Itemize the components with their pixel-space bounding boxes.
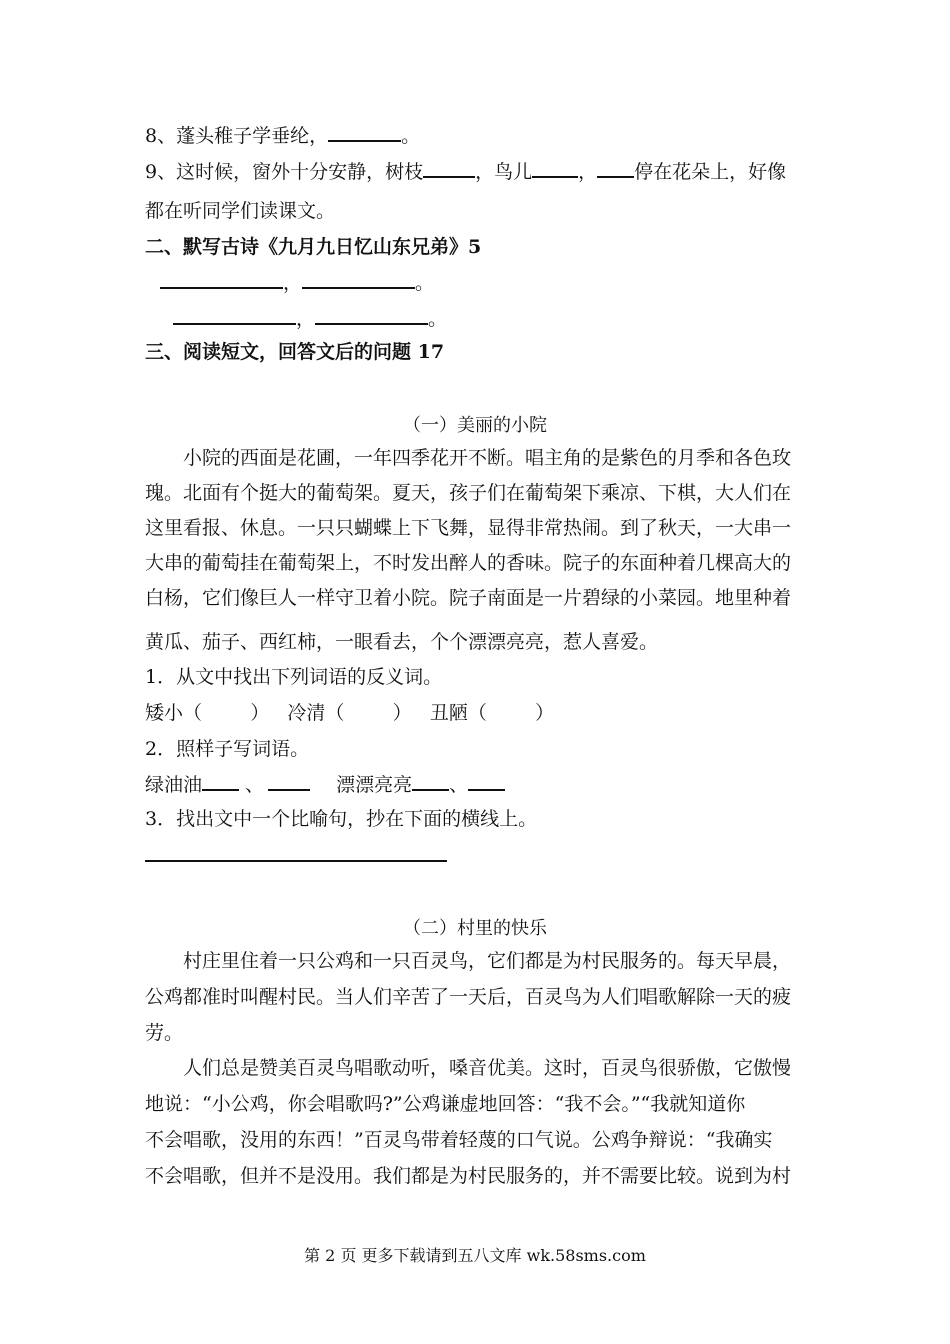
passage-1-line: 这里看报、休息。一只只蝴蝶上下飞舞，显得非常热闹。到了秋天，一大串一 [145, 517, 792, 539]
answer-blank[interactable] [412, 772, 449, 791]
passage-2-title: （二）村里的快乐 [403, 918, 547, 939]
question-9-cont: 都在听同学们读课文。 [145, 200, 336, 222]
passage-1-line: 黄瓜、茄子、西红柿，一眼看去，个个漂漂亮亮，惹人喜爱。 [145, 631, 659, 653]
answer-blank[interactable] [468, 772, 505, 791]
answer-blank[interactable] [423, 159, 475, 178]
poem-line-2: ， 。 [173, 306, 447, 331]
passage-1-line: 白杨，它们像巨人一样守卫着小院。院子南面是一片碧绿的小菜园。地里种着 [145, 587, 792, 609]
answer-blank[interactable] [160, 270, 283, 289]
section-3-heading: 三、阅读短文，回答文后的问题 17 [145, 341, 445, 363]
section-2-heading: 二、默写古诗《九月九日忆山东兄弟》5 [145, 236, 482, 258]
answer-blank[interactable] [173, 306, 296, 325]
passage-1-line: 大串的葡萄挂在葡萄架上，不时发出醉人的香味。院子的东面种着几棵高大的 [145, 552, 792, 574]
question-9: 9、这时候，窗外十分安静，树枝 ，鸟儿 ， 停在花朵上，好像 [145, 161, 787, 183]
question-3: 3．找出文中一个比喻句，抄在下面的横线上。 [145, 808, 538, 830]
passage-2-line: 公鸡都准时叫醒村民。当人们辛苦了一天后，百灵鸟为人们唱歌解除一天的疲 [145, 986, 792, 1008]
question-1-words: 矮小（ ） 冷清（ ） 丑陋（ ） [145, 702, 555, 724]
answer-line[interactable] [145, 860, 447, 862]
page-footer: 第 2 页 更多下载请到五八文库 wk.58sms.com [304, 1246, 646, 1265]
passage-2-line: 劳。 [145, 1022, 184, 1044]
answer-blank[interactable] [302, 270, 415, 289]
poem-line-1: ， 。 [160, 270, 434, 295]
passage-2-line: 地说：“小公鸡，你会唱歌吗?”公鸡谦虚地回答：“我不会。”“我就知道你 [145, 1093, 746, 1115]
answer-blank[interactable] [315, 306, 428, 325]
answer-blank[interactable] [202, 772, 239, 791]
question-2-words: 绿油油 、 漂漂亮亮 、 [145, 772, 505, 797]
answer-blank[interactable] [328, 123, 401, 142]
passage-1-line: 小院的西面是花圃，一年四季花开不断。唱主角的是紫色的月季和各色玫 [183, 447, 792, 469]
passage-2-line: 不会唱歌，没用的东西！”百灵鸟带着轻蔑的口气说。公鸡争辩说：“我确实 [145, 1129, 773, 1151]
question-2: 2．照样子写词语。 [145, 738, 310, 760]
answer-blank[interactable] [597, 159, 634, 178]
passage-2-line: 村庄里住着一只公鸡和一只百灵鸟，它们都是为村民服务的。每天早晨， [183, 950, 792, 972]
passage-2-line: 人们总是赞美百灵鸟唱歌动听，嗓音优美。这时，百灵鸟很骄傲，它傲慢 [183, 1057, 792, 1079]
question-1: 1．从文中找出下列词语的反义词。 [145, 666, 443, 688]
answer-blank[interactable] [268, 772, 310, 791]
passage-1-line: 瑰。北面有个挺大的葡萄架。夏天，孩子们在葡萄架下乘凉、下棋，大人们在 [145, 482, 792, 504]
answer-blank[interactable] [532, 159, 578, 178]
question-8: 8、蓬头稚子学垂纶， 。 [145, 125, 421, 147]
passage-1-title: （一）美丽的小院 [403, 415, 547, 436]
passage-2-line: 不会唱歌，但并不是没用。我们都是为村民服务的，并不需要比较。说到为村 [145, 1165, 792, 1187]
